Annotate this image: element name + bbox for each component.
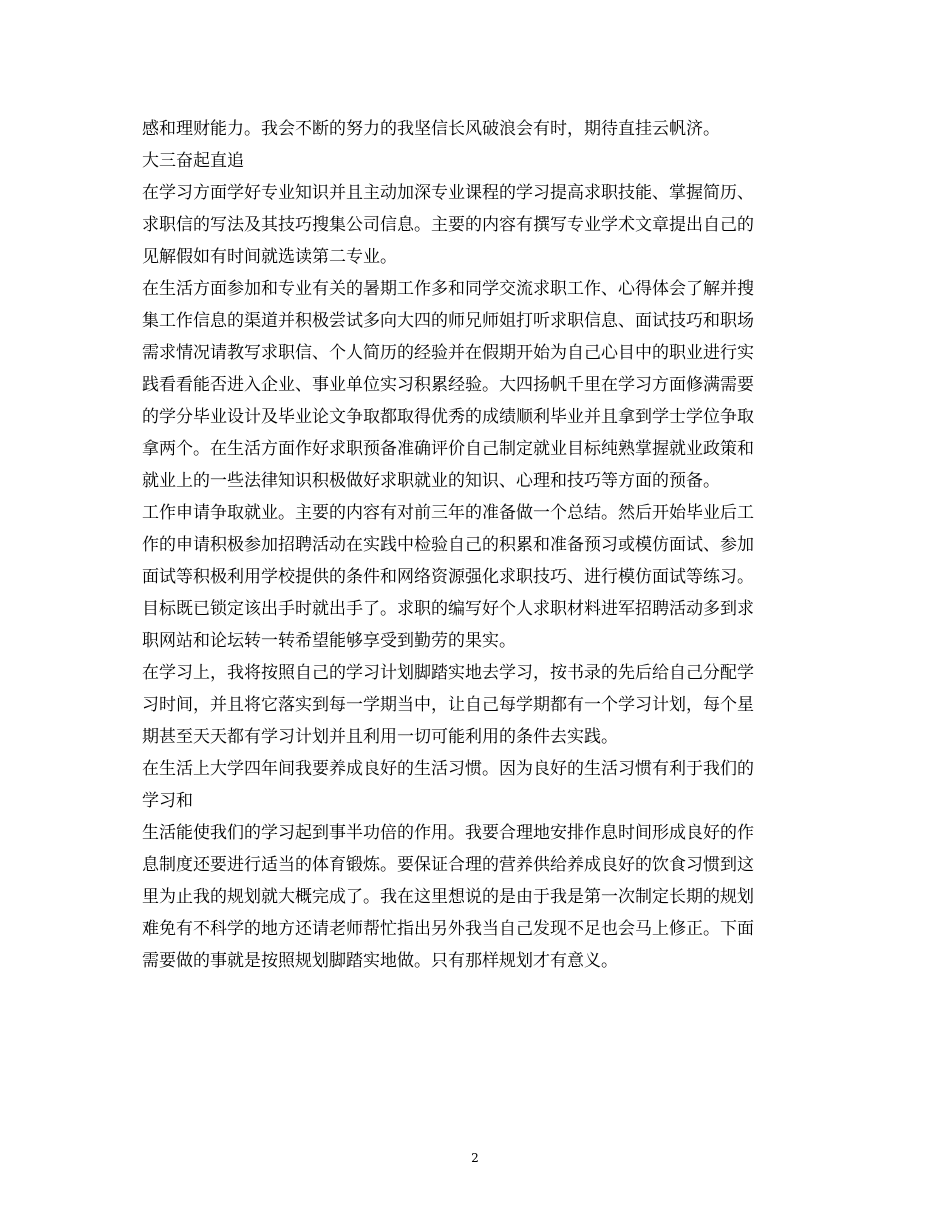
text-line: 求职信的写法及其技巧搜集公司信息。主要的内容有撰写专业学术文章提出自己的 xyxy=(142,215,754,235)
page-number: 2 xyxy=(471,1151,479,1165)
text-line: 面试等积极利用学校提供的条件和网络资源强化求职技巧、进行模仿面试等练习。 xyxy=(142,567,754,587)
text-line: 就业上的一些法律知识积极做好求职就业的知识、心理和技巧等方面的预备。 xyxy=(142,471,720,491)
text-line: 集工作信息的渠道并积极尝试多向大四的师兄师姐打听求职信息、面试技巧和职场 xyxy=(142,311,754,331)
text-line: 践看看能否进入企业、事业单位实习积累经验。大四扬帆千里在学习方面修满需要 xyxy=(142,375,754,395)
text-line: 里为止我的规划就大概完成了。我在这里想说的是由于我是第一次制定长期的规划 xyxy=(142,887,754,907)
body-text xyxy=(142,113,814,977)
text-line: 见解假如有时间就选读第二专业。 xyxy=(142,247,397,267)
text-line: 在生活方面参加和专业有关的暑期工作多和同学交流求职工作、心得体会了解并搜 xyxy=(142,279,754,299)
text-line: 期甚至天天都有学习计划并且利用一切可能利用的条件去实践。 xyxy=(142,727,618,747)
text-line: 工作申请争取就业。主要的内容有对前三年的准备做一个总结。然后开始毕业后工 xyxy=(142,503,754,523)
text-line: 拿两个。在生活方面作好求职预备准确评价自己制定就业目标纯熟掌握就业政策和 xyxy=(142,439,754,459)
text-line: 在学习上，我将按照自己的学习计划脚踏实地去学习，按书录的先后给自己分配学 xyxy=(142,663,754,683)
text-line: 学习和 xyxy=(142,791,193,811)
text-line: 需要做的事就是按照规划脚踏实地做。只有那样规划才有意义。 xyxy=(142,951,618,971)
text-line: 生活能使我们的学习起到事半功倍的作用。我要合理地安排作息时间形成良好的作 xyxy=(142,823,754,843)
text-line: 难免有不科学的地方还请老师帮忙指出另外我当自己发现不足也会马上修正。下面 xyxy=(142,919,754,939)
text-line: 职网站和论坛转一转希望能够享受到勤劳的果实。 xyxy=(142,631,516,651)
text-line: 在学习方面学好专业知识并且主动加深专业课程的学习提高求职技能、掌握简历、 xyxy=(142,183,754,203)
text-line: 感和理财能力。我会不断的努力的我坚信长风破浪会有时，期待直挂云帆济。 xyxy=(142,119,720,139)
section-heading: 大三奋起直追 xyxy=(142,151,244,171)
text-line: 需求情况请教写求职信、个人简历的经验并在假期开始为自己心目中的职业进行实 xyxy=(142,343,754,363)
text-line: 目标既已锁定该出手时就出手了。求职的编写好个人求职材料进军招聘活动多到求 xyxy=(142,599,754,619)
text-line: 在生活上大学四年间我要养成良好的生活习惯。因为良好的生活习惯有利于我们的 xyxy=(142,759,754,779)
text-line: 作的申请积极参加招聘活动在实践中检验自己的积累和准备预习或模仿面试、参加 xyxy=(142,535,754,555)
text-line: 的学分毕业设计及毕业论文争取都取得优秀的成绩顺利毕业并且拿到学士学位争取 xyxy=(142,407,754,427)
text-line: 习时间，并且将它落实到每一学期当中，让自己每学期都有一个学习计划，每个星 xyxy=(142,695,754,715)
text-line: 息制度还要进行适当的体育锻炼。要保证合理的营养供给养成良好的饮食习惯到这 xyxy=(142,855,754,875)
